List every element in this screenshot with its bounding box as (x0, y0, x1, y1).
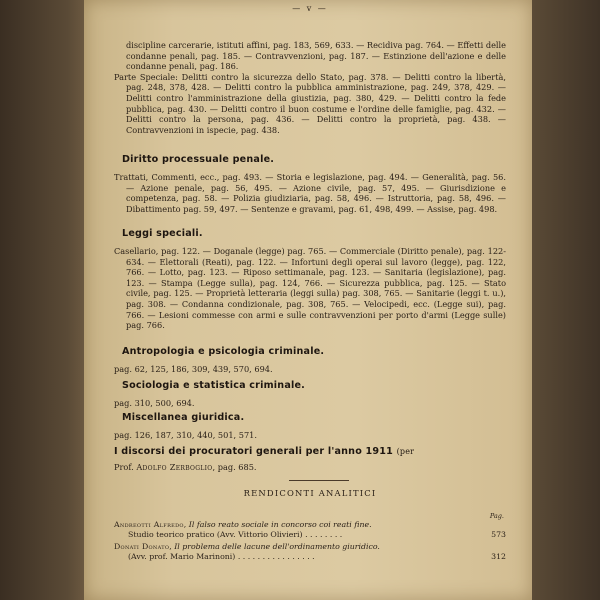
discorsi-heading-text: I discorsi dei procuratori generali per l'anno 1911 (114, 446, 394, 457)
section-sociology (114, 398, 506, 409)
entry-1-page: 573 (491, 530, 506, 539)
entry-2-author: Donati Donato (114, 542, 170, 551)
heading-miscellany: Miscellanea giuridica. (122, 412, 245, 423)
pag-column-label: Pag. (489, 512, 504, 520)
section-procedural-law (114, 172, 506, 214)
divider-rule (289, 480, 349, 481)
section-anthropology-text: pag. 62, 125, 186, 309, 439, 570, 694. (114, 364, 273, 374)
book-page (84, 0, 532, 600)
section-miscellany (114, 430, 506, 441)
entry-1-line2 (114, 530, 506, 540)
discorsi-author: Adolfo Zerboglio (136, 462, 213, 472)
discorsi-suffix: , pag. 685. (212, 462, 257, 472)
heading-sociology: Sociologia e statistica criminale. (122, 380, 306, 391)
book-binding-right (532, 0, 600, 600)
rendiconto-entry-2 (114, 542, 506, 562)
heading-procedural-law: Diritto processuale penale. (122, 154, 275, 165)
section-procedural-law-text: Trattati, Commenti, ecc., pag. 493. — Storia e legislazione, pag. 494. — Generalità, pag. 56. — Azione penale, pag. 56, 495. — Azione civile, pag. 57, 495. — Giurisdizione e competenza, pag. 58. — Polizia giudiziaria, pag. 58, 496. — Istruttoria, pag. 58, 496. — Dibattimento pag. 59, 497. — Sentenze e gravami, pag. 61, 498, 499. — Assise, pag. 498. (114, 172, 506, 214)
section-special-laws-text: Casellario, pag. 122. — Doganale (legge) pag. 765. — Commerciale (Diritto penale), pag. 122-634. — Elettorali (Reati), pag. 122. — Infortuni degli operai sul lavoro (legge), pag. 122, 766. — Lotto, pag. 123. — Riposo settimanale, pag. 123. — Sanitaria (legislazione), pag. 123. — Stampa (Legge sulla), pag. 124, 766. — Sicurezza pubblica, pag. 125. — Stato civile, pag. 125. — Proprietà letteraria (leggi sulla) pag. 308, 765. — Sanitarie (leggi t. u.), pag. 308. — Condanna condizionale, pag. 308, 765. — Velocipedi, ecc. (Legge sui), pag. 766. — Lesioni commesse con armi e sulle contravvenzioni per porto d'armi (Legge sulle) pag. 766. (114, 246, 506, 331)
book-binding-left (0, 0, 84, 600)
special-part-text: Parte Speciale: Delitti contro la sicurezza dello Stato, pag. 378. — Delitti contro la libertà, pag. 248, 378, 428. — Delitti contro la pubblica amministrazione, pag. 249, 378, 429. — Delitti contro l'amministrazione della giustizia, pag. 380, 429. — Delitti contro la fede pubblica, pag. 430. — Delitti contro il buon costume e l'ordine delle famiglie, pag. 432. — Delitti contro la persona, pag. 436. — Delitti contro la proprietà, pag. 438. — Contravvenzioni in ispecie, pag. 438. (114, 71, 506, 135)
rendiconto-entry-1 (114, 520, 506, 540)
criminal-law-continuation (114, 40, 506, 135)
discorsi-line2 (114, 462, 506, 473)
heading-discorsi (114, 446, 498, 457)
entry-2-line1: Donati Donato, Il problema delle lacune dell'ordinamento giuridico. (114, 542, 380, 551)
entry-1-reviewer: Studio teorico pratico (Avv. Vittorio Olivieri) (128, 530, 303, 539)
entry-2-page: 312 (491, 552, 506, 561)
entry-1-title: Il falso reato sociale in concorso coi reati fine. (188, 520, 372, 529)
entry-2-line2 (114, 552, 506, 562)
rendiconti-title: RENDICONTI ANALITICI (243, 488, 377, 498)
entry-2-title: Il problema delle lacune dell'ordinamento giuridico. (174, 542, 380, 551)
section-special-laws (114, 246, 506, 331)
heading-anthropology: Antropologia e psicologia criminale. (122, 346, 325, 357)
section-anthropology (114, 364, 506, 375)
special-part (114, 72, 506, 136)
entry-1-author: Andreotti Alfredo (114, 520, 184, 529)
general-part-tail: discipline carcerarie, istituti affini, pag. 183, 569, 633. — Recidiva pag. 764. — Effetti delle condanne penali, pag. 185. — Contravvenzioni, pag. 187. — Estinzione dell'azione e delle condanne penali, pag. 186. (126, 40, 506, 72)
section-sociology-text: pag. 310, 500, 694. (114, 398, 195, 408)
page-number: — v — (292, 4, 328, 13)
entry-2-leader: . . . . . . . . . . . . . . . . (237, 552, 315, 561)
discorsi-heading-tail: (per (396, 447, 415, 456)
entry-1-leader: . . . . . . . . (305, 530, 343, 539)
section-miscellany-text: pag. 126, 187, 310, 440, 501, 571. (114, 430, 257, 440)
entry-2-reviewer: (Avv. prof. Mario Marinoni) (128, 552, 236, 561)
entry-1-line1: Andreotti Alfredo, Il falso reato sociale in concorso coi reati fine. (114, 520, 372, 529)
heading-special-laws: Leggi speciali. (122, 228, 203, 239)
section-discorsi (114, 462, 506, 473)
discorsi-prefix: Prof. (114, 462, 134, 472)
